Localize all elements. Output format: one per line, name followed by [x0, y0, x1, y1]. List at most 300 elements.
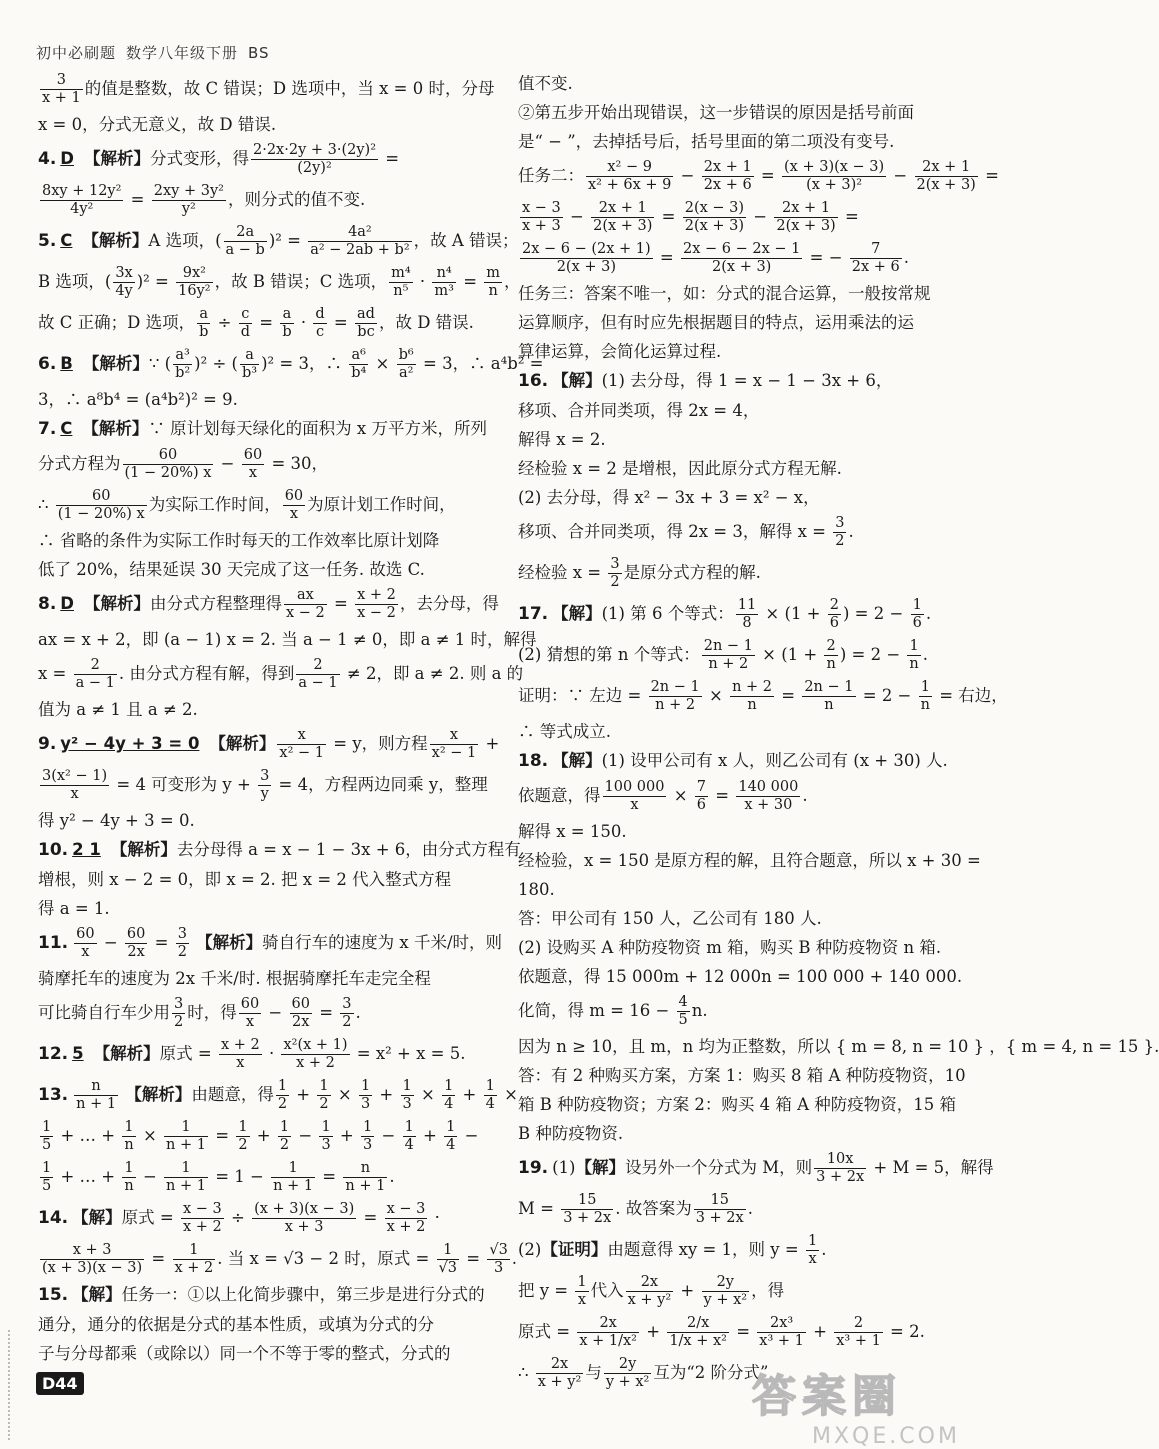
numerator: 60 [126, 926, 146, 942]
numerator: 3(x² − 1) [42, 768, 108, 784]
fraction [349, 347, 368, 382]
question-number: 16. [518, 371, 549, 391]
fraction [240, 347, 259, 382]
numerator: 1 [444, 1078, 454, 1094]
fraction [437, 1242, 459, 1277]
text-run: = [254, 313, 279, 332]
text-run: 分式方程为 [38, 454, 121, 473]
numerator: 2x³ [757, 1315, 806, 1333]
denominator: x² + 6x + 9 [588, 177, 672, 193]
numerator: c [239, 306, 252, 324]
solution-line [38, 388, 483, 411]
text-run: − [98, 933, 123, 952]
denominator: bc [357, 324, 375, 340]
denominator: x + 2 [174, 1260, 214, 1276]
text-run: A 选项，( [148, 231, 222, 250]
text-run: + [291, 1085, 316, 1104]
numerator: 2x [536, 1356, 584, 1374]
watermark-logo [752, 1360, 982, 1449]
fraction [833, 515, 846, 550]
text-run: x = [38, 664, 72, 683]
text-run: ÷ [212, 313, 237, 332]
solution-line [518, 1192, 958, 1227]
fraction [317, 1078, 330, 1113]
solution-line [38, 897, 483, 920]
denominator: y + x² [605, 1374, 650, 1390]
text-run: 180. [518, 880, 555, 899]
denominator: x [248, 465, 258, 481]
fraction [252, 1201, 356, 1236]
text-run: M = [518, 1199, 560, 1218]
denominator: x + 3 [284, 1219, 324, 1235]
fraction [271, 1160, 315, 1195]
answer-fill: 5 [72, 1044, 84, 1063]
numerator: 1 [238, 1119, 248, 1135]
denominator: 2 [174, 1014, 184, 1030]
denominator: n [124, 1137, 134, 1153]
fraction [736, 779, 800, 814]
solution-line [518, 638, 958, 673]
fraction [355, 587, 398, 622]
answer-fill: C [60, 231, 73, 250]
denominator: 3 + 2x [695, 1210, 744, 1226]
numerator: 60 [240, 996, 260, 1012]
fraction [40, 72, 83, 107]
fraction [197, 306, 210, 341]
text-run: × (1 + [760, 604, 826, 623]
numerator: d [315, 306, 325, 322]
fraction [40, 183, 123, 218]
fraction [283, 488, 305, 523]
numerator: 7 [850, 241, 902, 259]
numerator: 2x + 1 [774, 200, 837, 218]
denominator: 2(x + 3) [712, 259, 772, 275]
text-run: 得 y² − 4y + 3 = 0. [38, 811, 195, 830]
page-number: D44 [36, 1372, 84, 1395]
text-run: (2) 设购买 A 种防疫物资 m 箱，购买 B 种防疫物资 n 箱. [518, 938, 942, 957]
text-run: ) = 2 − [843, 604, 909, 623]
text-run: 为实际工作时间， [148, 495, 281, 514]
denominator: x + 3 [522, 218, 561, 234]
denominator: x [289, 506, 298, 522]
answer-fill: C [60, 419, 73, 438]
text-run: = x² + x = 5. [351, 1044, 466, 1063]
denominator: b² [175, 365, 191, 381]
fraction [74, 926, 96, 961]
numerator: ax [284, 587, 327, 605]
text-run: 依题意，得 [518, 786, 601, 805]
solution-line [518, 369, 958, 393]
denominator: 2 [279, 1137, 290, 1153]
answer-fill: D [60, 149, 74, 168]
text-run: ∴ [38, 495, 54, 514]
fraction [173, 347, 192, 382]
solution-line [518, 515, 958, 550]
text-run: − [263, 1003, 288, 1022]
denominator: n⁵ [393, 283, 409, 299]
text-run: ，得 [751, 1281, 785, 1300]
question-number: 9. [38, 734, 57, 754]
numerator: 2n − 1 [804, 679, 854, 695]
solution-line [38, 657, 524, 692]
fraction [385, 1201, 428, 1236]
solution-line [518, 965, 963, 988]
fraction [603, 779, 667, 814]
solution-line [518, 457, 958, 480]
text-run: 是原分式方程的解. [623, 563, 761, 582]
solution-line [38, 587, 499, 622]
solution-line [38, 698, 483, 721]
fraction [520, 200, 563, 235]
numerator: 3 [174, 996, 184, 1012]
denominator: √3 [438, 1260, 457, 1276]
fraction [56, 488, 147, 523]
denominator: x [245, 1014, 255, 1030]
denominator: x [70, 786, 79, 802]
numerator: 1 [122, 1160, 135, 1178]
denominator: 2 [342, 1014, 352, 1030]
text-run: (1) 第 6 个等式： [601, 604, 734, 623]
fraction [626, 1274, 674, 1309]
numerator: 1 [164, 1119, 208, 1137]
solution-line [38, 967, 483, 990]
text-run: + [807, 1322, 833, 1341]
solution-line [518, 720, 958, 743]
denominator: m³ [434, 283, 454, 299]
solution-tag: 【解析】 [125, 1085, 192, 1104]
text-run: . 当 x = √3 − 2 时，原式 = [217, 1249, 435, 1268]
numerator: 1 [279, 1119, 290, 1135]
text-run: ，故 B 错误；C 选项， [214, 272, 388, 291]
solution-line [518, 1064, 966, 1087]
numerator: 1 [446, 1119, 456, 1135]
denominator: 1/x + x² [669, 1333, 727, 1349]
text-run: . [903, 248, 910, 267]
fraction [802, 679, 855, 714]
text-run: . 由分式方程有解，得到 [118, 664, 295, 683]
text-run: 经检验 x = 2 是增根，因此原分式方程无解. [518, 459, 842, 478]
numerator: x + 2 [357, 587, 396, 603]
numerator: 1 [363, 1119, 373, 1135]
numerator: 9x² [176, 265, 212, 283]
text-run: ≠ 2，即 a ≠ 2. 则 a 的 [341, 664, 524, 683]
text-run: 经检验，x = 150 是原方程的解，且符合题意，所以 x + 30 = [518, 851, 981, 870]
text-run: 互为“2 阶分式”. [653, 1363, 774, 1382]
numerator: ad [357, 306, 375, 322]
numerator: 2x + 1 [915, 159, 978, 177]
question-number: 12. [38, 1044, 69, 1064]
text-run: = [358, 1208, 383, 1227]
text-run: 证明：∵ 左边 = [518, 686, 647, 705]
text-run: 把 y = [518, 1281, 574, 1300]
solution-line [518, 556, 958, 591]
fraction [361, 1119, 374, 1154]
denominator: 8 [742, 615, 752, 631]
numerator: 1 [277, 1078, 288, 1094]
text-run: + [480, 734, 500, 753]
numerator: 11 [737, 597, 757, 613]
text-run: ②第五步开始出现错误，这一步错误的原因是括号前面 [518, 103, 914, 122]
fraction [74, 1078, 118, 1113]
text-run: = 右边， [933, 686, 1008, 705]
text-run: ∵ ( [148, 354, 172, 373]
solution-tag: 【证明】 [541, 1240, 608, 1259]
denominator: a − b [225, 242, 265, 258]
fraction [284, 587, 327, 622]
fraction [484, 265, 502, 300]
numerator: 2·2x·2y + 3·(2y)² [253, 142, 377, 158]
denominator: n + 1 [166, 1137, 206, 1153]
text-run: 任务二： [518, 166, 584, 185]
question-number: 19. [518, 1158, 549, 1178]
fraction [814, 1151, 866, 1186]
fraction [176, 926, 189, 961]
question-number: 18. [518, 751, 549, 771]
denominator: a² − 2ab + b² [310, 242, 410, 258]
question-number: 4. [38, 149, 57, 169]
denominator: d [240, 324, 251, 340]
text-run: + [457, 1085, 482, 1104]
denominator: 4 [404, 1137, 414, 1153]
solution-line [518, 1233, 958, 1268]
text-run: 任务三：答案不唯一，如：分式的混合运算，一般按常规 [518, 284, 931, 303]
text-run: 为原计划工作时间， [307, 495, 456, 514]
solution-line [518, 1274, 958, 1309]
fraction [736, 597, 758, 632]
denominator: 4 [446, 1137, 456, 1153]
numerator: 1 [42, 1160, 52, 1176]
denominator: x + y² [537, 1374, 582, 1390]
numerator: 3 [610, 556, 620, 572]
solution-line [518, 486, 958, 509]
text-run: )² = [136, 272, 175, 291]
text-run: 设另外一个分式为 M，则 [625, 1158, 813, 1177]
text-run: = [146, 1249, 171, 1268]
text-run: 原式 = [518, 1322, 576, 1341]
fraction [702, 159, 754, 194]
solution-tag: 【解析】 [84, 594, 150, 613]
solution-line [38, 142, 483, 177]
numerator: n [74, 1078, 118, 1096]
text-run: = 4，方程两边同乘 y，整理 [273, 775, 488, 794]
text-run: 值为 a ≠ 1 且 a ≠ 2. [38, 700, 198, 719]
numerator: 2 [834, 1315, 883, 1333]
fraction [172, 996, 185, 1031]
text-run: = [979, 166, 999, 185]
text-run: 答：甲公司有 150 人，乙公司有 180 人. [518, 909, 822, 928]
numerator: 3x [113, 265, 134, 283]
solution-line [38, 1037, 483, 1072]
text-run: ∵ 原计划每天绿化的面积为 x 万平方米，所列 [148, 419, 487, 438]
solution-line [38, 306, 483, 341]
numerator: 1 [42, 1119, 52, 1135]
text-run: 由分式方程整理得 [150, 594, 282, 613]
subject-title: 数学八年级下册 [126, 44, 239, 62]
fraction [444, 1119, 457, 1154]
question-number: 17. [518, 604, 549, 624]
text-run: . [802, 786, 808, 805]
fraction [164, 1119, 208, 1154]
solution-tag: 【解析】 [209, 734, 276, 753]
denominator: 2(x + 3) [593, 218, 653, 234]
fraction [123, 447, 214, 482]
numerator: 60 [123, 447, 214, 465]
text-run: − [376, 1126, 401, 1145]
numerator: 1 [485, 1078, 495, 1094]
text-run: ) = 2 − [839, 645, 906, 664]
numerator: 60 [56, 488, 147, 506]
solution-tag: 【解】 [575, 1158, 625, 1177]
fraction [355, 306, 377, 341]
solution-line [38, 926, 503, 961]
denominator: (x + 3)(x − 3) [42, 1260, 143, 1276]
text-run: × [137, 1126, 163, 1145]
fraction [911, 597, 924, 632]
text-run: 运算顺序，但有时应先根据题目的特点，运用乘法的运 [518, 313, 914, 332]
fraction [113, 265, 134, 300]
fraction [277, 727, 326, 762]
denominator: x + y² [627, 1292, 672, 1308]
text-run: = [710, 786, 735, 805]
numerator: 1 [319, 1078, 329, 1094]
numerator: 2a [224, 224, 267, 242]
numerator: x + 3 [40, 1242, 144, 1260]
denominator: 4 [444, 1096, 454, 1112]
solution-line [518, 1315, 958, 1350]
numerator: a³ [173, 347, 192, 365]
fraction [520, 241, 653, 276]
text-run: + [251, 1126, 276, 1145]
solution-line [38, 1201, 483, 1236]
fraction [834, 1315, 883, 1350]
denominator: n [824, 697, 834, 713]
numerator: x + 2 [220, 1037, 260, 1053]
denominator: 2(x + 3) [684, 218, 745, 234]
fraction [397, 347, 416, 382]
text-run: 解得 x = 150. [518, 822, 627, 841]
solution-tag: 【解析】 [82, 419, 149, 438]
numerator: 1 [164, 1160, 208, 1178]
text-run: 原式 = [121, 1208, 179, 1227]
text-run: = [776, 686, 801, 705]
numerator: 2n − 1 [703, 638, 753, 654]
numerator: 10x [814, 1151, 866, 1169]
numerator: 4a² [308, 224, 411, 242]
solution-line [518, 72, 958, 95]
numerator: 1 [321, 1119, 331, 1135]
solution-line [38, 628, 537, 651]
fraction [702, 1274, 750, 1309]
text-run: . [355, 1003, 361, 1022]
solution-line [38, 72, 495, 107]
text-run: . [747, 1199, 753, 1218]
text-run: + [640, 1322, 666, 1341]
fraction [667, 1315, 729, 1350]
solution-line [38, 224, 519, 259]
denominator: x [577, 1292, 587, 1308]
fraction [164, 1160, 208, 1195]
text-run: 时，得 [187, 1003, 237, 1022]
denominator: n [747, 697, 757, 713]
text-run: = [125, 190, 150, 209]
answer-fill: D [60, 594, 74, 613]
fraction [907, 638, 920, 673]
fraction [224, 224, 267, 259]
fraction [430, 727, 479, 762]
question-number: 14. [38, 1208, 69, 1228]
denominator: 2(x + 3) [776, 218, 836, 234]
solution-line [518, 130, 958, 153]
fraction [828, 597, 841, 632]
denominator: n [920, 697, 930, 713]
solution-tag: 【解析】 [82, 231, 149, 250]
numerator: 2y [604, 1356, 652, 1374]
solution-tag: 【解】 [552, 751, 602, 770]
solution-line [38, 1242, 518, 1277]
fraction [74, 657, 117, 692]
text-run: )² = [268, 231, 307, 250]
solution-line [38, 417, 487, 441]
denominator: x [236, 1055, 245, 1071]
question-number: 8. [38, 594, 57, 614]
text-run: = − [804, 248, 848, 267]
text-run: 值不变. [518, 74, 573, 93]
fraction [340, 996, 353, 1031]
solution-line [518, 907, 958, 930]
question-number: 10. [38, 840, 69, 860]
fraction [536, 1356, 584, 1391]
text-run: = [730, 1322, 756, 1341]
numerator: 2 [824, 638, 837, 656]
text-run: 由题意得 xy = 1，则 y = [607, 1240, 804, 1259]
numerator: 1 [912, 597, 922, 613]
text-run: (1) [552, 1158, 576, 1177]
text-run: × (1 + [756, 645, 823, 664]
text-run: 骑摩托车的速度为 2x 千米/时. 根据骑摩托车走完全程 [38, 969, 431, 988]
solution-line [38, 768, 488, 803]
denominator: 2 [238, 1137, 248, 1153]
text-run: ∴ 等式成立. [518, 722, 611, 741]
text-run: 与 [585, 1363, 602, 1382]
denominator: 3 + 2x [563, 1210, 612, 1226]
fraction [40, 1242, 144, 1277]
text-run: 移项、合并同类项，得 2x = 3，解得 x = [518, 522, 832, 541]
numerator: n + 2 [732, 679, 772, 695]
solution-tag: 【解析】 [93, 1044, 160, 1063]
text-run: × [703, 686, 729, 705]
numerator: m [486, 265, 501, 281]
fraction [359, 1078, 372, 1113]
solution-line [518, 749, 958, 773]
numerator: a [240, 347, 259, 365]
solution-line [38, 183, 483, 218]
denominator: 2 [177, 944, 187, 960]
denominator: x − 2 [286, 605, 325, 621]
fraction [389, 265, 413, 300]
denominator: (1 − 20%) x [124, 465, 212, 481]
text-run: − [564, 207, 590, 226]
text-run: − [888, 166, 913, 185]
numerator: 60 [291, 996, 310, 1012]
numerator: 2x [577, 1315, 639, 1333]
numerator: x²(x + 1) [283, 1037, 348, 1053]
text-run: 的值是整数，故 C 错误；D 选项中，当 x = 0 时，分母 [84, 79, 495, 98]
fraction [40, 768, 109, 803]
text-run: + [417, 1126, 443, 1145]
text-run: 去分母得 a = x − 1 − 3x + 6，由分式方程有 [176, 840, 521, 859]
solution-line [518, 311, 958, 334]
text-run: 化简，得 m = 16 − [518, 1001, 675, 1020]
